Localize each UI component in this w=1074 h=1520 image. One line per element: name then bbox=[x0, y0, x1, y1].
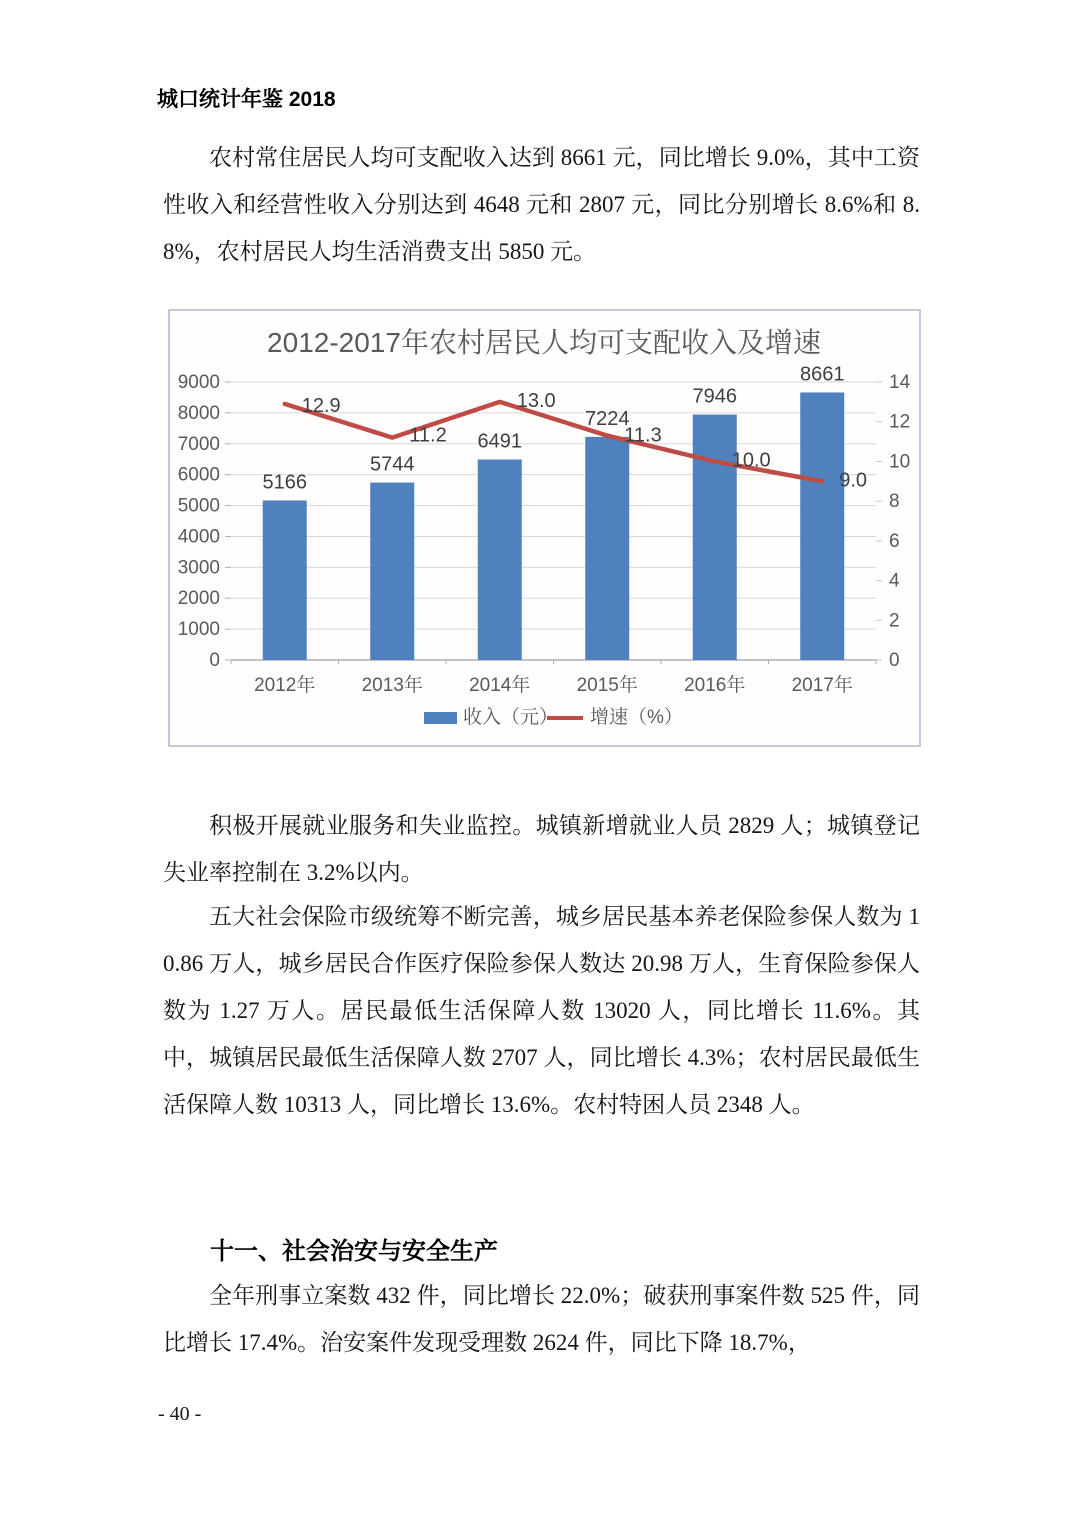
svg-text:2014年: 2014年 bbox=[469, 675, 531, 696]
svg-text:2000: 2000 bbox=[177, 588, 220, 610]
page-header-title: 城口统计年鉴 2018 bbox=[157, 88, 336, 111]
svg-text:6491: 6491 bbox=[477, 430, 522, 453]
x-axis bbox=[231, 660, 876, 696]
chart-gridlines bbox=[231, 382, 876, 660]
svg-text:0: 0 bbox=[889, 650, 900, 671]
svg-text:6000: 6000 bbox=[177, 464, 220, 486]
svg-text:12: 12 bbox=[889, 411, 911, 433]
income-growth-chart-svg bbox=[170, 311, 919, 745]
svg-text:10: 10 bbox=[889, 451, 911, 473]
svg-text:0: 0 bbox=[209, 650, 220, 671]
y-axis-right bbox=[876, 372, 911, 671]
svg-text:收入（元）: 收入（元） bbox=[463, 707, 559, 728]
chart-title bbox=[267, 327, 821, 358]
chart-legend bbox=[424, 706, 683, 728]
svg-text:11.3: 11.3 bbox=[624, 424, 662, 447]
svg-text:7000: 7000 bbox=[177, 433, 220, 455]
svg-text:5000: 5000 bbox=[177, 495, 220, 517]
social-insurance-paragraph: 五大社会保险市级统筹不断完善，城乡居民基本养老保险参保人数为 10.86 万人，城乡居民合作医疗保险参保人数达 20.98 万人，生育保险参保人数为 1.27 万人。居民最低生活保障人数 13020 人，同比增长 11.6%。其中，城镇居民最低生活保障人数 2707 人，同比增长 4.3%；农村居民最低生活保障人数 10313 人，同比增长 13.6%。农村特困人员 2348 人。 bbox=[163, 904, 920, 1117]
svg-text:10.0: 10.0 bbox=[731, 449, 771, 472]
bar-series-income bbox=[263, 389, 845, 660]
svg-text:4000: 4000 bbox=[177, 526, 220, 548]
svg-text:7224: 7224 bbox=[585, 407, 630, 430]
svg-text:2015年: 2015年 bbox=[576, 675, 638, 696]
svg-text:14: 14 bbox=[889, 372, 911, 393]
svg-text:13.0: 13.0 bbox=[516, 389, 556, 412]
svg-text:2: 2 bbox=[889, 610, 900, 632]
svg-text:2013年: 2013年 bbox=[361, 675, 423, 696]
svg-text:3000: 3000 bbox=[177, 557, 220, 579]
svg-text:7946: 7946 bbox=[692, 385, 737, 408]
svg-text:5744: 5744 bbox=[370, 453, 415, 476]
income-growth-chart-figure bbox=[168, 309, 921, 747]
rural-income-paragraph: 农村常住居民人均可支配收入达到 8661 元，同比增长 9.0%，其中工资性收入和经营性收入分别达到 4648 元和 2807 元，同比分别增长 8.6%和 8.8%，农村居民人均生活消费支出 5850 元。 bbox=[163, 145, 920, 264]
svg-text:12.9: 12.9 bbox=[301, 394, 341, 417]
svg-text:8661: 8661 bbox=[800, 363, 845, 386]
svg-text:2012年: 2012年 bbox=[254, 675, 316, 696]
y-axis-left bbox=[178, 372, 231, 671]
svg-text:增速（%）: 增速（%） bbox=[590, 707, 683, 728]
public-security-paragraph: 全年刑事立案数 432 件，同比增长 22.0%；破获刑事案件数 525 件，同比增长 17.4%。治安案件发现受理数 2624 件，同比下降 18.7%， bbox=[163, 1283, 920, 1355]
svg-text:4: 4 bbox=[889, 570, 900, 592]
svg-text:8000: 8000 bbox=[177, 402, 220, 424]
svg-text:1000: 1000 bbox=[177, 619, 220, 641]
svg-text:2017年: 2017年 bbox=[791, 675, 853, 696]
legend-income-swatch bbox=[424, 712, 457, 724]
employment-paragraph: 积极开展就业服务和失业监控。城镇新增就业人员 2829 人；城镇登记失业率控制在 3.2%以内。 bbox=[163, 813, 920, 885]
svg-text:6: 6 bbox=[889, 530, 900, 552]
svg-text:5166: 5166 bbox=[262, 471, 307, 494]
svg-text:9000: 9000 bbox=[177, 372, 220, 393]
section-heading-public-security: 十一、社会治安与安全生产 bbox=[210, 1238, 498, 1265]
svg-text:2012-2017年农村居民人均可支配收入及增速: 2012-2017年农村居民人均可支配收入及增速 bbox=[267, 327, 821, 358]
svg-text:8: 8 bbox=[889, 491, 900, 513]
page-number: - 40 - bbox=[158, 1403, 202, 1425]
svg-text:11.2: 11.2 bbox=[409, 424, 447, 447]
svg-text:9.0: 9.0 bbox=[839, 469, 868, 492]
svg-text:2016年: 2016年 bbox=[684, 675, 746, 696]
